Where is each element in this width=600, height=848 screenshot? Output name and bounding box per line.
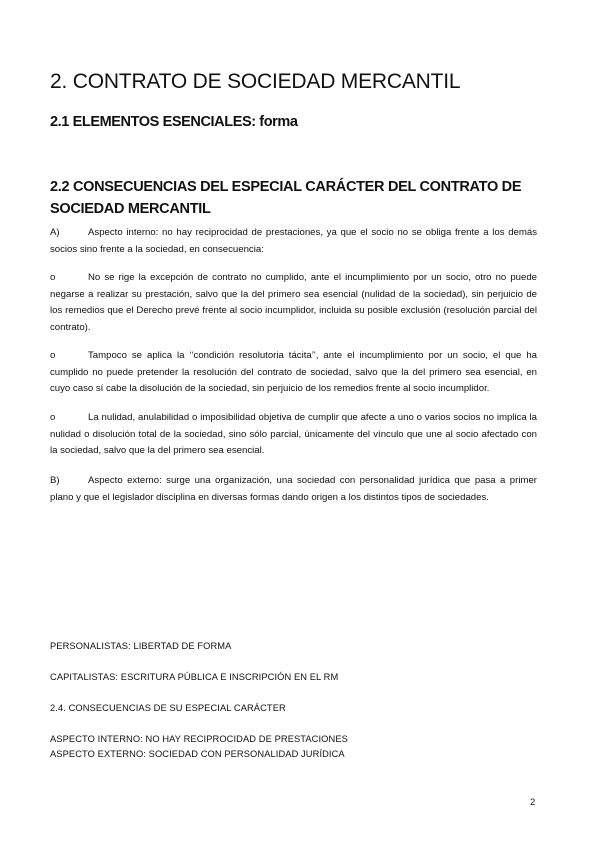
paragraph-aspecto-externo <box>50 473 537 506</box>
note-aspecto-interno: ASPECTO INTERNO: NO HAY RECIPROCIDAD DE PRESTACIONES <box>50 734 348 744</box>
page-number: 2 <box>530 797 536 808</box>
paragraph-text: No se rige la excepción de contrato no cumplido, ante el incumplimiento por un socio, otro no puede negarse a realizar su prestación, salvo que la del primero sea esencial (nulidad de la sociedad), sin perjuicio de los remedios que el Derecho prevé frente al socio incumplidor, incluida su posible exclusión (resolución parcial del contrato). <box>50 272 537 333</box>
paragraph-nulidad <box>50 410 537 460</box>
paragraph-text: La nulidad, anulabilidad o imposibilidad objetiva de cumplir que afecte a uno o varios socios no implica la nulidad o disolución total de la sociedad, sino sólo parcial, únicamente del vínculo que une al socio afectado con la sociedad, salvo que la del primero sea esencial. <box>50 412 537 456</box>
paragraph-text: Aspecto externo: surge una organización, una sociedad con personalidad jurídica que pasa a primer plano y que el legislador disciplina en diversas formas dando origen a los distintos tipos de sociedades. <box>50 475 537 503</box>
note-aspecto-externo: ASPECTO EXTERNO: SOCIEDAD CON PERSONALIDAD JURÍDICA <box>50 749 345 759</box>
paragraph-condicion-resolutoria <box>50 348 537 398</box>
paragraph-aspecto-interno <box>50 225 537 258</box>
bullet-marker: o <box>50 412 56 423</box>
list-marker: A) <box>50 227 60 238</box>
subsection-heading-2-2: 2.2 CONSECUENCIAS DEL ESPECIAL CARÁCTER DEL CONTRATO DE SOCIEDAD MERCANTIL <box>50 179 522 217</box>
list-marker: B) <box>50 475 60 486</box>
paragraph-text: Aspecto interno: no hay reciprocidad de prestaciones, ya que el socio no se obliga frente a los demás socios sino frente a la sociedad, en consecuencia: <box>50 227 537 255</box>
subsection-heading-2-1: 2.1 ELEMENTOS ESENCIALES: forma <box>50 114 298 130</box>
bullet-marker: o <box>50 272 56 283</box>
paragraph-excepcion-contrato <box>50 270 537 336</box>
section-heading-2: 2. CONTRATO DE SOCIEDAD MERCANTIL <box>50 70 461 93</box>
note-consecuencias-heading: 2.4. CONSECUENCIAS DE SU ESPECIAL CARÁCTER <box>50 703 286 713</box>
paragraph-text: Tampoco se aplica la ‘‘condición resolutoria tácita’’, ante el incumplimiento por un socio, el que ha cumplido no puede pretender la resolución del contrato de sociedad, salvo que la del primero sea esencial, en cuyo caso sí cabe la disolución de la sociedad, sin perjuicio de los remedios frente al socio incumplidor. <box>50 350 537 394</box>
note-personalistas: PERSONALISTAS: LIBERTAD DE FORMA <box>50 641 232 651</box>
bullet-marker: o <box>50 350 56 361</box>
note-capitalistas: CAPITALISTAS: ESCRITURA PÚBLICA E INSCRIPCIÓN EN EL RM <box>50 672 339 682</box>
